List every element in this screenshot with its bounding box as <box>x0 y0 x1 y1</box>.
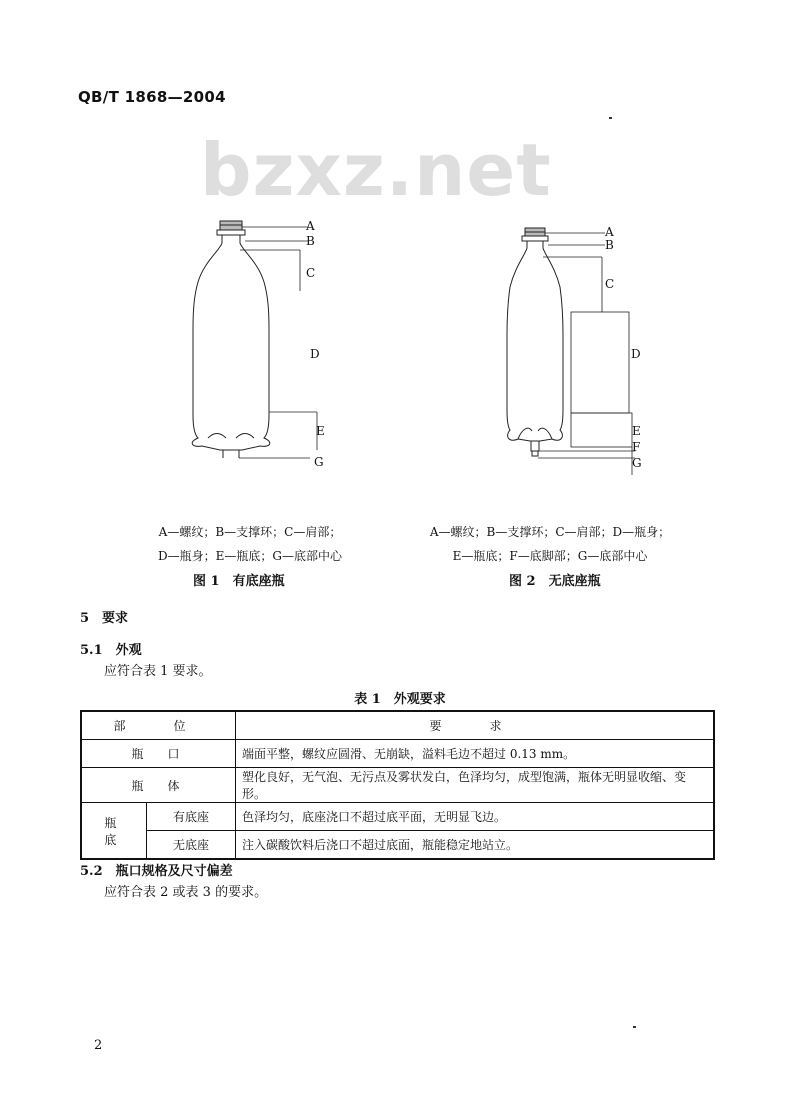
table-row <box>81 768 714 803</box>
table-1-appearance-requirements <box>80 710 715 860</box>
section-5-2-text: 应符合表 2 或表 3 的要求。 <box>104 885 268 900</box>
standard-code: QB/T 1868—2004 <box>78 88 226 106</box>
section-5-1-text: 应符合表 1 要求。 <box>104 664 212 679</box>
row-bottom-without-base-sub: 无底座 <box>147 831 236 860</box>
scan-speck <box>633 1026 636 1028</box>
table-row <box>81 740 714 768</box>
row-bottom-without-base-requirement: 注入碳酸饮料后浇口不超过底面，瓶能稳定地站立。 <box>236 831 715 860</box>
fig2-label-d: D <box>631 347 641 361</box>
row-bottom-with-base-requirement: 色泽均匀，底座浇口不超过底平面，无明显飞边。 <box>236 803 715 831</box>
section-5-2-heading: 5.2 瓶口规格及尺寸偏差 <box>80 864 233 879</box>
figure-1-legend <box>120 520 380 568</box>
header-part: 部 位 <box>81 711 236 740</box>
fig2-label-c: C <box>605 277 615 291</box>
row-bottom-with-base-sub: 有底座 <box>147 803 236 831</box>
watermark: bzxz.net <box>200 128 552 212</box>
figure-2-drawing <box>500 215 650 475</box>
table-row <box>81 831 714 860</box>
figure-1-caption: 图 1 有底座瓶 <box>193 574 285 589</box>
table-header-row <box>81 711 714 740</box>
scan-speck <box>609 117 612 119</box>
figure-1-legend-line-2: D—瓶身；E—瓶底；G—底部中心 <box>158 549 342 563</box>
figure-1-drawing <box>180 210 360 475</box>
fig2-label-b: B <box>605 238 614 252</box>
fig1-label-c: C <box>306 266 316 280</box>
fig1-label-a: A <box>306 219 315 233</box>
fig2-label-g: G <box>632 456 642 470</box>
row-mouth-part: 瓶 口 <box>81 740 236 768</box>
figure-2-legend-line-2: E—瓶底；F—底脚部；G—底部中心 <box>452 549 648 563</box>
fig1-label-e: E <box>316 424 325 438</box>
fig2-label-a: A <box>605 225 614 239</box>
fig1-label-d: D <box>310 347 320 361</box>
figure-2-legend <box>420 520 680 568</box>
header-requirement: 要 求 <box>236 711 715 740</box>
row-mouth-requirement: 端面平整，螺纹应圆滑、无崩缺，溢料毛边不超过 0.13 mm。 <box>236 740 715 768</box>
section-5-1-heading: 5.1 外观 <box>80 643 142 658</box>
fig2-label-f: F <box>632 440 641 454</box>
fig2-label-e: E <box>632 424 641 438</box>
row-body-part: 瓶 体 <box>81 768 236 803</box>
figure-2-legend-line-1: A—螺纹；B—支撑环；C—肩部；D—瓶身； <box>429 525 671 539</box>
table-1-title: 表 1 外观要求 <box>354 692 446 707</box>
row-bottom-part: 瓶 底 <box>81 803 147 860</box>
figure-2-caption: 图 2 无底座瓶 <box>509 574 601 589</box>
row-body-requirement: 塑化良好，无气泡、无污点及雾状发白，色泽均匀，成型饱满，瓶体无明显收缩、变形。 <box>236 768 715 803</box>
fig1-label-g: G <box>314 455 324 469</box>
fig1-label-b: B <box>306 234 315 248</box>
figure-1-legend-line-1: A—螺纹；B—支撑环；C—肩部； <box>158 525 342 539</box>
section-5-heading: 5 要求 <box>80 611 129 626</box>
page-number: 2 <box>94 1038 103 1053</box>
table-row <box>81 803 714 831</box>
